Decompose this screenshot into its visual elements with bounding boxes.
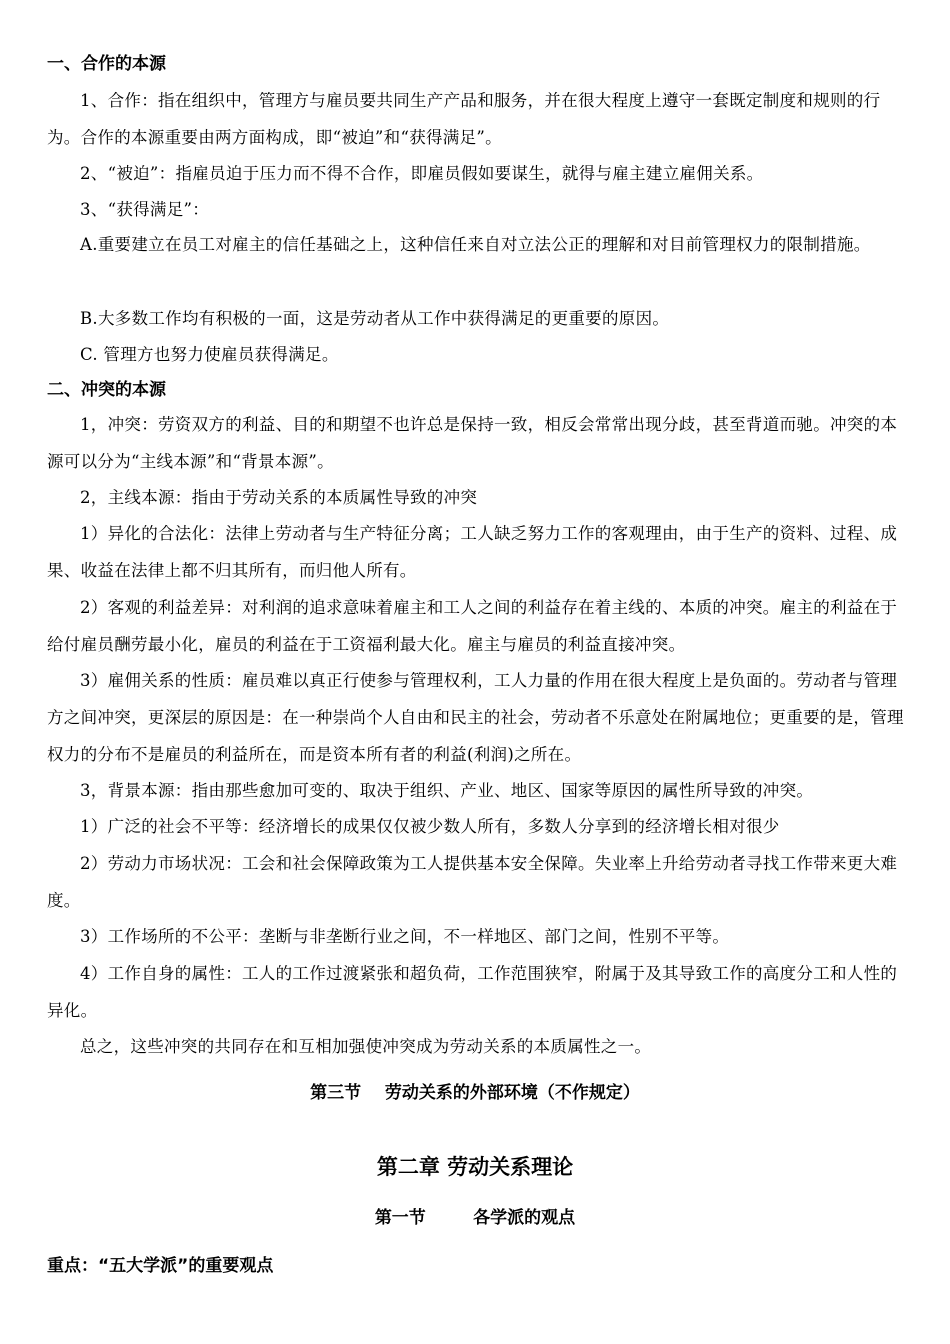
paragraph-interest-difference: 2）客观的利益差异：对利润的追求意味着雇主和工人之间的利益存在着主线的、本质的冲突。雇主的利益在于给付雇员酬劳最小化，雇员的利益在于工资福利最大化。雇主与雇员的利益直接冲突。 [47, 598, 898, 654]
section-heading-conflict: 二、冲突的本源 [47, 380, 166, 400]
paragraph-employment-nature: 3）雇佣关系的性质：雇员难以真正行使参与管理权利，工人力量的作用在很大程度上是负面的。劳动者与管理方之间冲突，更深层的原因是：在一种崇尚个人自由和民主的社会，劳动者不乐意处在附属地位；更重要的是，管理权力的分布不是雇员的利益所在，而是资本所有者的利益(利润)之所在。 [47, 671, 904, 764]
paragraph-work-attributes: 4）工作自身的属性：工人的工作过渡紧张和超负荷，工作范围狭窄，附属于及其导致工作的高度分工和人性的异化。 [47, 964, 898, 1020]
paragraph-satisfaction: 3、“获得满足”： [80, 200, 210, 219]
paragraph-forced: 2、“被迫”：指雇员迫于压力而不得不合作，即雇员假如要谋生，就得与雇主建立雇佣关系。 [80, 164, 764, 183]
section-three-title: 第三节 劳动关系的外部环境（不作规定） [310, 1083, 640, 1103]
paragraph-conflict-definition: 1，冲突：劳资双方的利益、目的和期望不也许总是保持一致，相反会常常出现分歧，甚至背道而驰。冲突的本源可以分为“主线本源”和“背景本源”。 [47, 415, 898, 471]
key-point-heading: 重点：“五大学派”的重要观点 [47, 1256, 274, 1276]
chapter-title: 第二章 劳动关系理论 [376, 1155, 574, 1179]
paragraph-labor-market: 2）劳动力市场状况：工会和社会保障政策为工人提供基本安全保障。失业率上升给劳动者寻找工作带来更大难度。 [47, 854, 898, 910]
paragraph-satisfaction-a: A.重要建立在员工对雇主的信任基础之上，这种信任来自对立法公正的理解和对目前管理权力的限制措施。 [80, 235, 871, 254]
paragraph-summary: 总之，这些冲突的共同存在和互相加强使冲突成为劳动关系的本质属性之一。 [80, 1037, 652, 1056]
paragraph-satisfaction-b: B.大多数工作均有积极的一面，这是劳动者从工作中获得满足的更重要的原因。 [80, 309, 670, 328]
paragraph-alienation: 1）异化的合法化：法律上劳动者与生产特征分离；工人缺乏努力工作的客观理由，由于生产的资料、过程、成果、收益在法律上都不归其所有，而归他人所有。 [47, 524, 898, 580]
paragraph-main-source: 2，主线本源：指由于劳动关系的本质属性导致的冲突 [80, 488, 478, 507]
paragraph-background-source: 3，背景本源：指由那些愈加可变的、取决于组织、产业、地区、国家等原因的属性所导致的冲突。 [80, 781, 814, 800]
section-one-title: 第一节 各学派的观点 [374, 1208, 576, 1228]
paragraph-cooperation-definition: 1、合作：指在组织中，管理方与雇员要共同生产产品和服务，并在很大程度上遵守一套既定制度和规则的行为。合作的本源重要由两方面构成，即“被迫”和“获得满足”。 [47, 91, 881, 147]
paragraph-satisfaction-c: C. 管理方也努力使雇员获得满足。 [80, 345, 339, 364]
section-heading-cooperation: 一、合作的本源 [47, 54, 166, 74]
paragraph-workplace-unfairness: 3）工作场所的不公平：垄断与非垄断行业之间，不一样地区、部门之间，性别不平等。 [80, 927, 730, 946]
paragraph-social-inequality: 1）广泛的社会不平等：经济增长的成果仅仅被少数人所有，多数人分享到的经济增长相对很少 [80, 817, 780, 836]
